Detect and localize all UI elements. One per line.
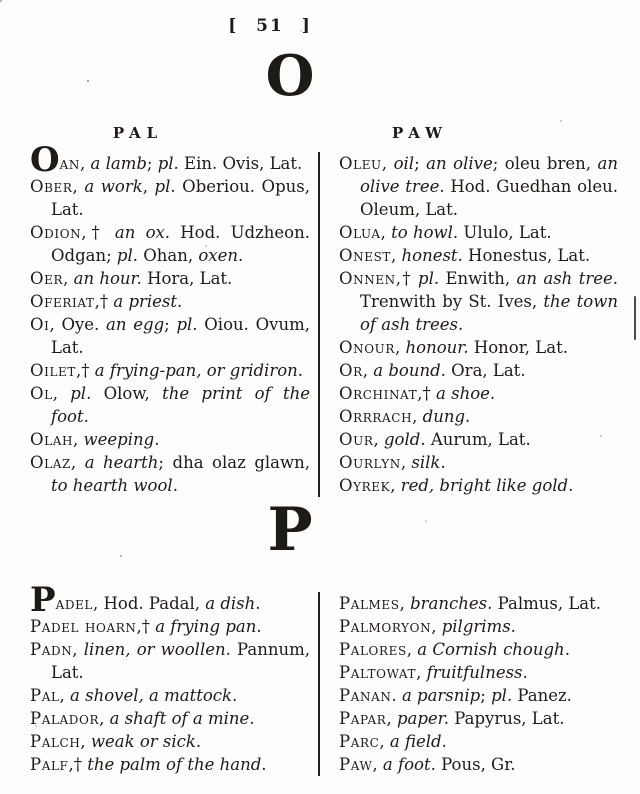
dictionary-entry	[30, 290, 310, 313]
entry-gloss-italic: a frying pan	[155, 617, 257, 636]
entry-headword: Padel hoarn	[30, 617, 137, 636]
entry-headword: Orrrach	[339, 407, 413, 426]
entry-text: ; dha olaz glawn,	[158, 453, 310, 472]
dictionary-entry	[30, 753, 310, 776]
entry-headword: Onnen	[339, 269, 396, 288]
entry-text: ,	[391, 246, 402, 265]
entry-headword: Ourlyn	[339, 453, 401, 472]
entry-text: Ohan,	[138, 246, 199, 265]
entry-text: ; oleu bren,	[492, 154, 598, 173]
entry-gloss-italic: the palm of the hand	[87, 755, 262, 774]
entry-text: .	[564, 640, 570, 659]
section-letter-p: P	[267, 495, 313, 565]
entry-text: Hod. Udzheon. Odgan;	[51, 223, 310, 265]
entry-text: , Hod. Padal,	[93, 594, 206, 613]
section-o-right-column	[318, 152, 618, 497]
entry-text: .	[465, 407, 471, 426]
entry-text: .	[255, 594, 261, 613]
entry-gloss-italic: red, bright like gold	[400, 476, 569, 495]
entry-text: Aurum, Lat.	[425, 430, 531, 449]
entry-text: Oberiou. Opus, Lat.	[51, 177, 310, 219]
entry-headword: Oer	[30, 269, 64, 288]
entry-headword: Palf	[30, 755, 69, 774]
entry-text: .	[238, 246, 244, 265]
entry-text: ,	[399, 594, 411, 613]
entry-gloss-italic: pl.	[157, 154, 179, 173]
entry-text: Ein. Ovis, Lat.	[178, 154, 303, 173]
entry-gloss-italic: weak or sick	[90, 732, 196, 751]
entry-headword: Oan	[30, 140, 80, 180]
entry-headword: Ober	[30, 177, 73, 196]
entry-text: ,†	[76, 361, 95, 380]
entry-headword: Panan	[339, 686, 392, 705]
entry-text: ,	[381, 154, 394, 173]
entry-gloss-italic: pl.	[491, 686, 513, 705]
entry-gloss-italic: a bound.	[373, 361, 446, 380]
entry-text: ,	[80, 732, 91, 751]
entry-text: Pannum, Lat.	[51, 640, 311, 682]
entry-gloss-italic: an olive	[426, 154, 493, 173]
entry-headword: Parc	[339, 732, 380, 751]
entry-text: Trenwith by St. Ives,	[360, 292, 544, 311]
entry-text: .	[154, 430, 160, 449]
section-o-left-column	[30, 140, 318, 497]
entry-text: .	[522, 663, 528, 682]
entry-text: .	[510, 617, 516, 636]
entry-text: ,	[70, 453, 85, 472]
dictionary-entry	[339, 152, 618, 221]
entry-gloss-italic: linen, or woollen.	[83, 640, 231, 659]
drop-cap-initial: O	[30, 140, 60, 180]
entry-text: ,	[372, 755, 383, 774]
entry-text: .	[249, 709, 255, 728]
section-p-columns	[30, 580, 618, 776]
dictionary-entry	[339, 707, 618, 730]
entry-text: ,	[390, 476, 401, 495]
dictionary-entry	[339, 615, 618, 638]
dictionary-entry	[30, 382, 310, 428]
entry-gloss-italic: silk	[411, 453, 441, 472]
entry-text: , Oye.	[49, 315, 107, 334]
scan-edge-artifact	[634, 296, 636, 340]
dictionary-entry	[339, 474, 618, 497]
entry-text: .	[256, 617, 262, 636]
dictionary-entry	[30, 428, 310, 451]
dictionary-entry	[30, 267, 310, 290]
entry-text: ,	[406, 640, 418, 659]
drop-cap-initial: P	[30, 580, 56, 620]
entry-text: Ululo, Lat.	[458, 223, 552, 242]
entry-text: .	[172, 476, 178, 495]
guide-word-left: PAL	[112, 124, 164, 142]
entry-text: Enwith,	[439, 269, 517, 288]
entry-text: ,	[400, 453, 412, 472]
entry-gloss-italic: oxen	[198, 246, 239, 265]
entry-headword: Olua	[339, 223, 381, 242]
section-p-right-column	[318, 592, 618, 776]
dictionary-entry	[339, 382, 618, 405]
entry-gloss-italic: pilgrims	[441, 617, 511, 636]
entry-gloss-italic: a shoe	[436, 384, 490, 403]
scan-specks	[0, 0, 2, 2]
entry-text: ,	[52, 384, 71, 403]
entry-headword: Olah	[30, 430, 74, 449]
entry-gloss-italic: a priest	[113, 292, 178, 311]
entry-text: ,†	[395, 269, 419, 288]
entry-text: ;	[164, 315, 177, 334]
entry-text: ,†	[136, 617, 156, 636]
entry-text: ,	[412, 407, 423, 426]
entry-headword: Orchinat	[339, 384, 418, 403]
entry-gloss-italic: a work	[84, 177, 143, 196]
entry-text: .	[391, 686, 402, 705]
entry-headword: Onour	[339, 338, 396, 357]
dictionary-entry	[339, 592, 618, 615]
entry-text: Pous, Gr.	[435, 755, 516, 774]
dictionary-entry	[339, 638, 618, 661]
entry-headword: Our	[339, 430, 374, 449]
entry-text: .	[457, 315, 464, 334]
entry-text: ;	[480, 686, 492, 705]
entry-headword: Paltowat	[339, 663, 417, 682]
dictionary-entry	[339, 336, 618, 359]
entry-headword: Padel	[30, 580, 93, 620]
dictionary-entry	[30, 684, 310, 707]
dictionary-entry	[339, 428, 618, 451]
dictionary-entry	[339, 730, 618, 753]
dictionary-entry	[30, 221, 310, 267]
entry-headword: Oi	[30, 315, 50, 334]
dictionary-entry	[339, 405, 618, 428]
entry-text: ;	[414, 154, 427, 173]
entry-text: ;	[146, 154, 158, 173]
entry-gloss-italic: dung	[422, 407, 466, 426]
entry-text: ,	[80, 154, 91, 173]
entry-gloss-italic: pl.	[418, 269, 440, 288]
entry-text: ,	[380, 223, 392, 242]
entry-gloss-italic: a dish	[205, 594, 256, 613]
entry-headword: Onest	[339, 246, 392, 265]
entry-gloss-italic: pl.	[154, 177, 176, 196]
section-p-left-column	[30, 580, 318, 776]
entry-headword: Or	[339, 361, 363, 380]
entry-text: .	[440, 453, 446, 472]
entry-gloss-italic: a Cornish chough	[417, 640, 565, 659]
entry-headword: Oilet	[30, 361, 76, 380]
entry-headword: Padn	[30, 640, 73, 659]
entry-headword: Palores	[339, 640, 407, 659]
entry-text: Panez.	[512, 686, 572, 705]
entry-gloss-italic: gold.	[383, 430, 426, 449]
entry-gloss-italic: an ash tree.	[516, 269, 618, 288]
entry-headword: Palador	[30, 709, 100, 728]
entry-text: ,	[395, 338, 406, 357]
entry-gloss-italic: a hearth	[84, 453, 159, 472]
section-o-columns	[30, 140, 618, 497]
entry-text: ,	[386, 709, 397, 728]
section-letter-o: O	[265, 43, 315, 109]
dictionary-entry	[339, 359, 618, 382]
entry-text: ,	[373, 430, 384, 449]
entry-headword: Oferiat	[30, 292, 95, 311]
entry-text: Ora, Lat.	[445, 361, 526, 380]
entry-headword: Odion	[30, 223, 82, 242]
dictionary-entry	[339, 267, 618, 336]
entry-gloss-italic: an ox.	[114, 223, 171, 242]
entry-text: Papyrus, Lat.	[449, 709, 565, 728]
entry-text: ,	[63, 269, 74, 288]
entry-text: ,†	[94, 292, 114, 311]
entry-text: .	[232, 686, 238, 705]
entry-text: .	[195, 732, 202, 751]
entry-text: Olow,	[91, 384, 163, 403]
dictionary-entry	[339, 221, 618, 244]
entry-text: .	[177, 292, 183, 311]
entry-headword: Oleu	[339, 154, 382, 173]
entry-gloss-italic: a shaft of a mine	[109, 709, 250, 728]
entry-text: .	[261, 755, 267, 774]
entry-gloss-italic: pl.	[116, 246, 139, 265]
guide-word-right: PAW	[392, 124, 448, 142]
entry-gloss-italic: branches.	[410, 594, 493, 613]
dictionary-entry	[30, 313, 310, 359]
entry-headword: Papar	[339, 709, 387, 728]
dictionary-entry	[30, 615, 310, 638]
entry-gloss-italic: honest.	[401, 246, 463, 265]
entry-headword: Palmes	[339, 594, 400, 613]
dictionary-entry	[339, 661, 618, 684]
entry-gloss-italic: pl.	[70, 384, 92, 403]
entry-text: ,	[416, 663, 427, 682]
entry-text: .	[297, 361, 304, 380]
entry-gloss-italic: an olive tree.	[360, 154, 618, 196]
entry-headword: Olaz	[30, 453, 71, 472]
entry-text: Hora, Lat.	[141, 269, 233, 288]
entry-gloss-italic: fruitfulness	[426, 663, 523, 682]
entry-text: ,	[72, 640, 84, 659]
entry-gloss-italic: oil	[393, 154, 415, 173]
entry-gloss-italic: an egg	[106, 315, 165, 334]
dictionary-entry	[30, 175, 310, 221]
entry-text: ,†	[417, 384, 437, 403]
entry-gloss-italic: to hearth wool	[51, 476, 173, 495]
dictionary-entry	[30, 140, 310, 180]
entry-gloss-italic: the print of the foot	[51, 384, 311, 426]
dictionary-entry	[339, 684, 618, 707]
entry-gloss-italic: a parsnip	[401, 686, 481, 705]
entry-gloss-italic: a foot.	[382, 755, 436, 774]
entry-text: ,†	[81, 223, 115, 242]
entry-headword: Paw	[339, 755, 373, 774]
entry-text: Honestus, Lat.	[462, 246, 591, 265]
entry-text: ,	[73, 430, 84, 449]
entry-text: ,	[379, 732, 390, 751]
entry-gloss-italic: a field	[389, 732, 442, 751]
entry-text: ,†	[68, 755, 88, 774]
dictionary-entry	[30, 730, 310, 753]
entry-headword: Oyrek	[339, 476, 391, 495]
dictionary-entry	[339, 753, 618, 776]
entry-gloss-italic: to howl.	[391, 223, 459, 242]
entry-text: Oiou. Ovum, Lat.	[51, 315, 310, 357]
entry-headword: Palch	[30, 732, 81, 751]
entry-text: Honor, Lat.	[468, 338, 568, 357]
entry-text: Hod. Guedhan oleu. Oleum, Lat.	[360, 177, 618, 219]
entry-headword: Pal	[30, 686, 60, 705]
entry-text: ,	[99, 709, 110, 728]
dictionary-entry	[30, 580, 310, 620]
entry-text: ,	[59, 686, 71, 705]
entry-text: ,	[431, 617, 442, 636]
entry-gloss-italic: honour.	[405, 338, 469, 357]
entry-gloss-italic: weeping	[83, 430, 155, 449]
entry-text: ,	[362, 361, 374, 380]
dictionary-entry	[339, 244, 618, 267]
entry-text: Palmus, Lat.	[492, 594, 601, 613]
entry-gloss-italic: a frying-pan, or gridiron	[94, 361, 298, 380]
entry-text: .	[441, 732, 447, 751]
dictionary-entry	[339, 451, 618, 474]
entry-gloss-italic: an hour.	[73, 269, 142, 288]
entry-gloss-italic: a lamb	[90, 154, 147, 173]
entry-gloss-italic: the town of ash trees	[360, 292, 618, 334]
entry-headword: Palmoryon	[339, 617, 432, 636]
page-number: [ 51 ]	[228, 16, 312, 36]
dictionary-entry	[30, 707, 310, 730]
entry-headword: Ol	[30, 384, 53, 403]
entry-text: .	[83, 407, 89, 426]
dictionary-entry	[30, 359, 310, 382]
entry-gloss-italic: paper.	[396, 709, 449, 728]
entry-gloss-italic: pl.	[176, 315, 198, 334]
entry-text: .	[568, 476, 574, 495]
entry-text: .	[489, 384, 496, 403]
entry-text: ,	[142, 177, 155, 196]
entry-gloss-italic: a shovel, a mattock	[70, 686, 233, 705]
dictionary-entry	[30, 638, 310, 684]
entry-text: ,	[72, 177, 85, 196]
dictionary-entry	[30, 451, 310, 497]
